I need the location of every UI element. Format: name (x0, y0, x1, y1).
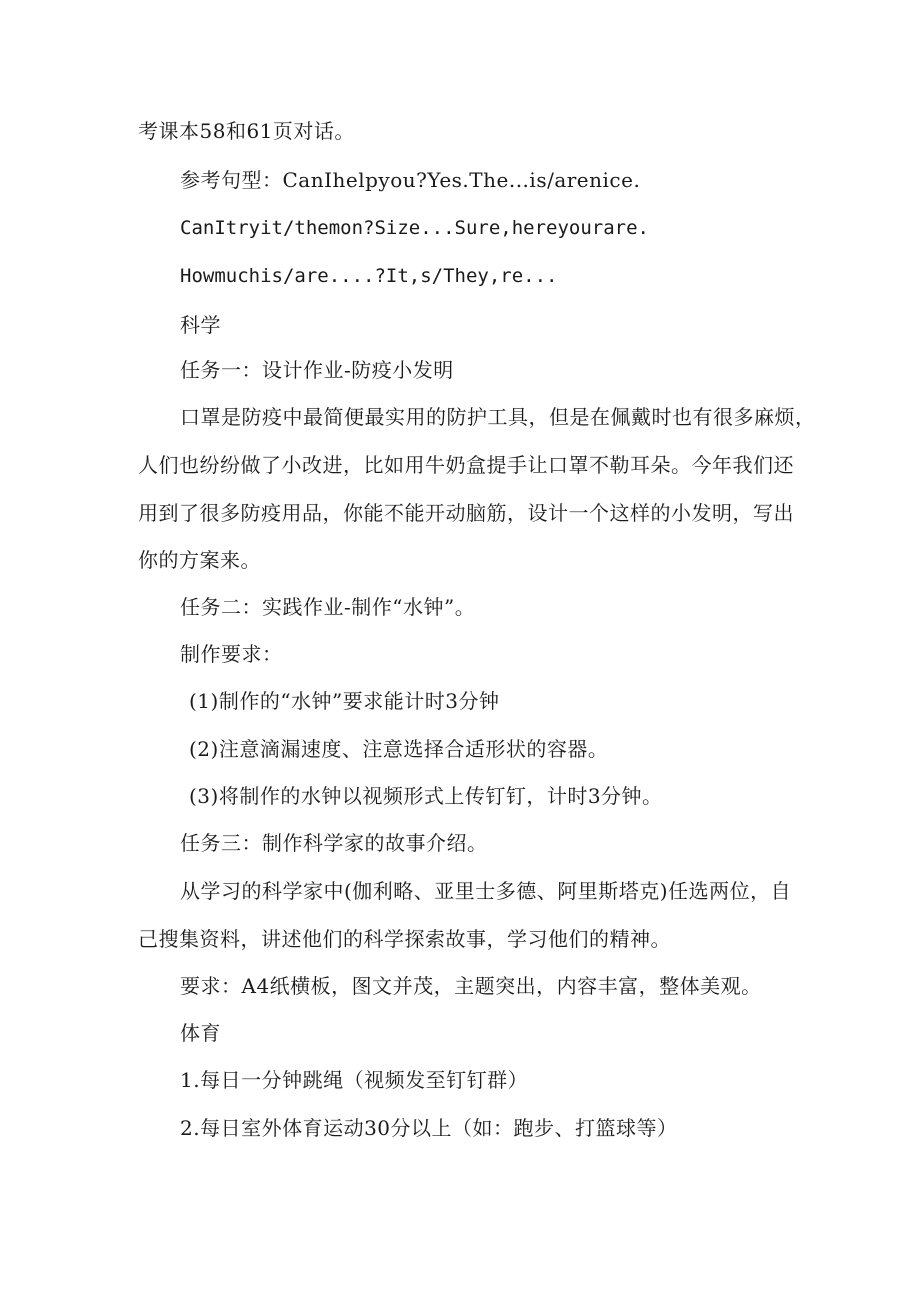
task-one-paragraph-line-1: 口罩是防疫中最简便最实用的防护工具，但是在佩戴时也有很多麻烦， (180, 405, 816, 429)
task-three-paragraph-line-1: 从学习的科学家中(伽利略、亚里士多德、阿里斯塔克)任选两位，自 (180, 879, 792, 903)
requirement-item-1: (1)制作的“水钟”要求能计时3分钟 (189, 689, 500, 713)
task-three-heading: 任务三：制作科学家的故事介绍。 (180, 831, 488, 855)
task-one-paragraph-line-3: 用到了很多防疫用品，你能不能开动脑筋，设计一个这样的小发明，写出 (138, 501, 794, 525)
requirement-item-3: (3)将制作的水钟以视频形式上传钉钉，计时3分钟。 (189, 784, 663, 808)
task-one-paragraph-line-2: 人们也纷纷做了小改进，比如用牛奶盒提手让口罩不勒耳朵。今年我们还 (138, 453, 794, 477)
task-two-heading: 任务二：实践作业-制作“水钟”。 (180, 595, 476, 619)
task-three-paragraph-line-2: 己搜集资料，讲述他们的科学探索故事，学习他们的精神。 (138, 927, 671, 951)
requirement-item-2: (2)注意滴漏速度、注意选择合适形状的容器。 (189, 737, 609, 761)
pe-item-1: 1.每日一分钟跳绳（视频发至钉钉群） (180, 1068, 529, 1092)
paragraph-continuation: 考课本58和61页对话。 (138, 119, 355, 143)
requirements-label: 制作要求： (180, 642, 283, 666)
section-heading-pe: 体育 (180, 1021, 221, 1045)
reference-sentence-line-2: CanItryit/themon?Size...Sure,hereyourare. (180, 217, 649, 239)
task-three-requirements: 要求：A4纸横板，图文并茂，主题突出，内容丰富，整体美观。 (180, 974, 762, 998)
section-heading-science: 科学 (180, 313, 221, 337)
pe-item-2: 2.每日室外体育运动30分以上（如：跑步、打篮球等） (180, 1116, 678, 1140)
reference-sentence-line-3: Howmuchis/are....?It,s/They,re... (180, 265, 558, 287)
task-one-paragraph-line-4: 你的方案来。 (138, 548, 261, 572)
task-one-heading: 任务一：设计作业-防疫小发明 (180, 358, 454, 382)
reference-sentence-line-1: 参考句型：CanIhelpyou?Yes.The...is/arenice. (180, 168, 641, 192)
